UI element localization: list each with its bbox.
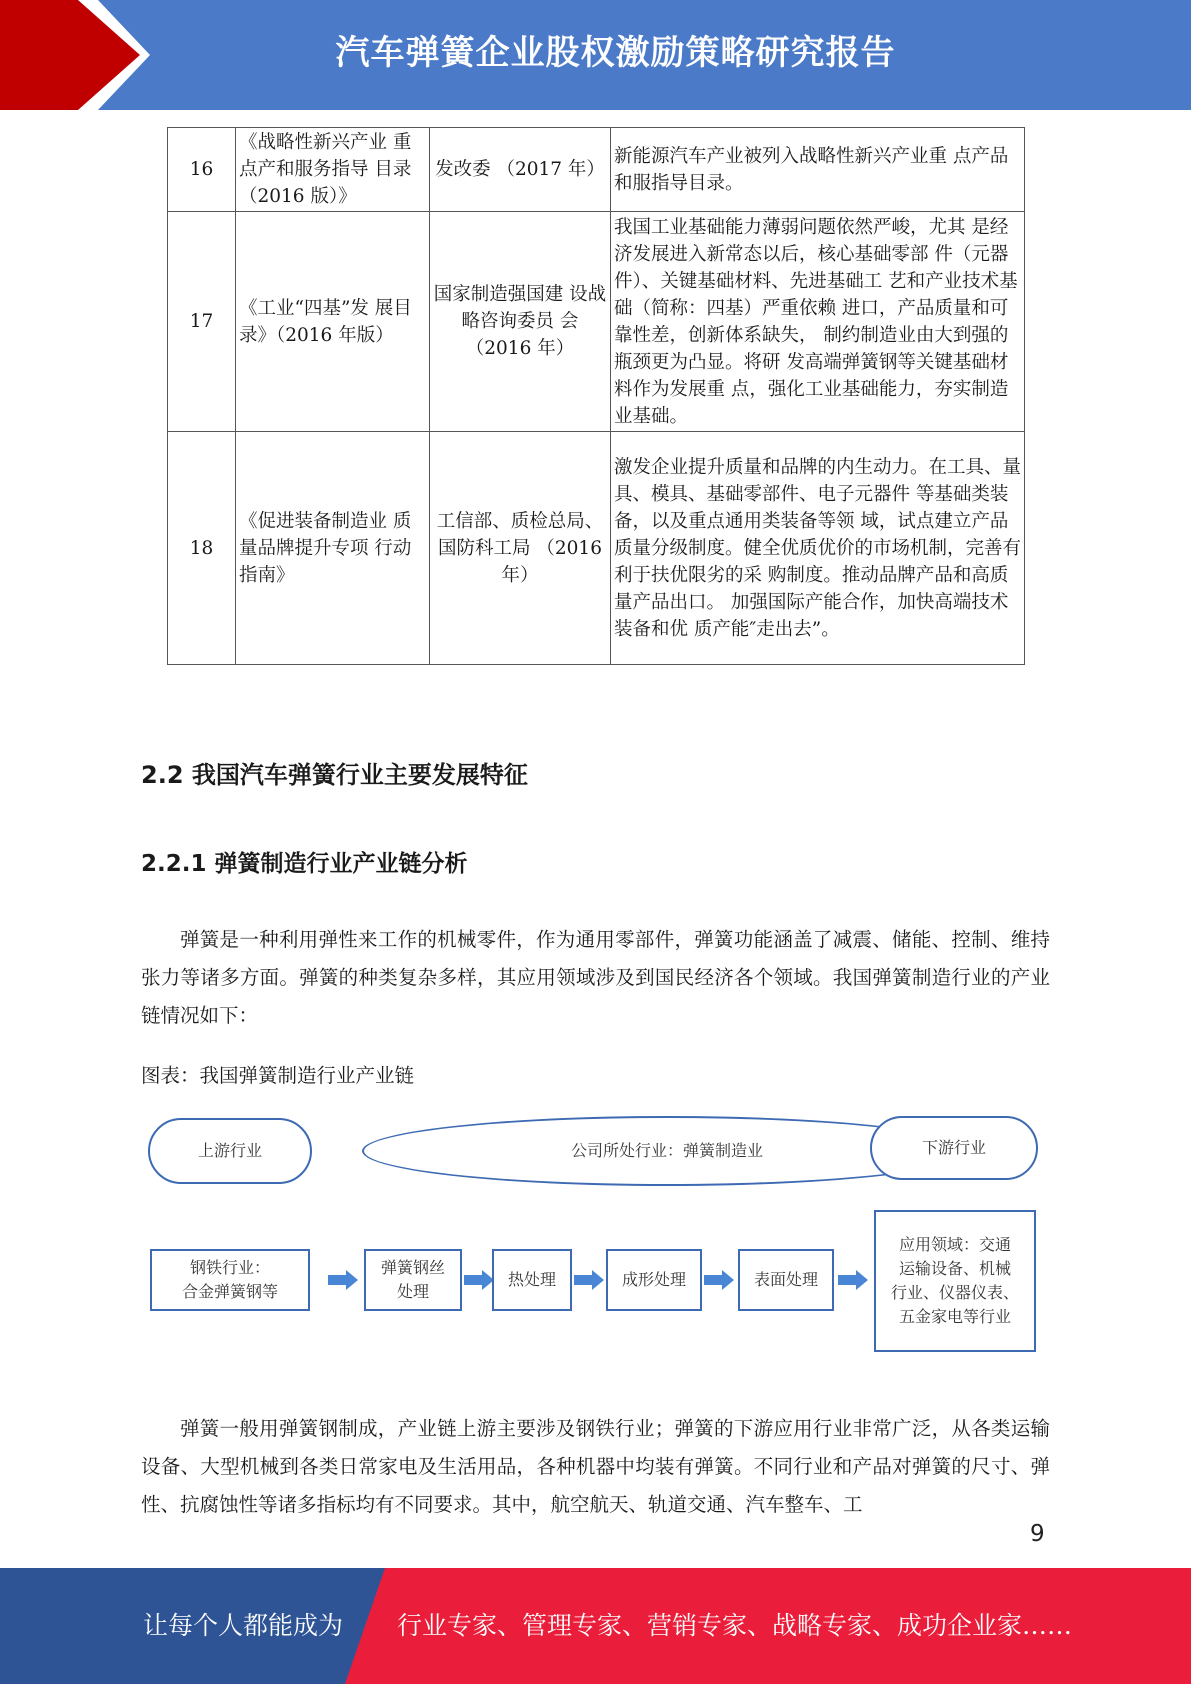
section-heading: 2.2 我国汽车弹簧行业主要发展特征 — [141, 761, 528, 789]
spring-wire-node: 弹簧钢丝 处理 — [364, 1249, 462, 1311]
policy-description: 新能源汽车产业被列入战略性新兴产业重 点产品和服指导目录。 — [611, 128, 1025, 212]
surface-treatment-node: 表面处理 — [738, 1249, 834, 1311]
page-number: 9 — [1030, 1521, 1045, 1547]
arrow-icon — [464, 1270, 494, 1290]
issuing-body: 发改委 （2017 年） — [430, 128, 611, 212]
page-header — [0, 0, 1191, 110]
footer-slogan-right: 行业专家、管理专家、营销专家、战略专家、成功企业家…… — [397, 1611, 1073, 1640]
downstream-node: 下游行业 — [870, 1116, 1038, 1180]
steel-industry-node: 钢铁行业： 合金弹簧钢等 — [150, 1249, 310, 1311]
body-paragraph: 弹簧一般用弹簧钢制成，产业链上游主要涉及钢铁行业；弹簧的下游应用行业非常广泛，从各类运输设备、大型机械到各类日常家电及生活用品，各种机器中均装有弹簧。不同行业和产品对弹簧的尺寸、弹性、抗腐蚀性等诸多指标均有不同要求。其中，航空航天、轨道交通、汽车整车、工 — [141, 1417, 1050, 1516]
heat-treatment-node: 热处理 — [492, 1249, 572, 1311]
arrow-icon — [574, 1270, 604, 1290]
application-field-node: 应用领域：交通 运输设备、机械 行业、仪器仪表、 五金家电等行业 — [874, 1210, 1036, 1352]
policy-description: 我国工业基础能力薄弱问题依然严峻，尤其 是经济发展进入新常态以后，核心基础零部 件（元器件）、关键基础材料、先进基础工 艺和产业技术基础（简称：四基）严重依赖 进口，产品质量和可靠性差，创新体系缺失， 制约制造业由大到强的瓶颈更为凸显。将研 发高端弹簧钢等关键基础材料作为发展重 点，强化工业基础能力，夯实制造业基础。 — [611, 212, 1025, 432]
issuing-body: 国家制造强国建 设战略咨询委员 会（2016 年） — [430, 212, 611, 432]
table-row — [168, 128, 1025, 212]
footer-slogan-left: 让每个人都能成为 — [143, 1611, 344, 1640]
policy-description: 激发企业提升质量和品牌的内生动力。在工具、量具、模具、基础零部件、电子元器件 等基础类装备，以及重点通用类装备等领 域，试点建立产品质量分级制度。健全优质优价的市场机制，完善有利于扶优限劣的采 购制度。推动品牌产品和高质量产品出口。 加强国际产能合作，加快高端技术装备和优 质产能″走出去”。 — [611, 432, 1025, 665]
forming-node: 成形处理 — [606, 1249, 702, 1311]
subsection-heading: 2.2.1 弹簧制造行业产业链分析 — [141, 851, 468, 877]
row-number: 17 — [168, 212, 236, 432]
policy-document: 《促进装备制造业 质量品牌提升专项 行动指南》 — [236, 432, 430, 665]
policy-document: 《工业“四基”发 展目录》（2016 年版） — [236, 212, 430, 432]
body-paragraph: 弹簧是一种利用弹性来工作的机械零件，作为通用零部件，弹簧功能涵盖了减震、储能、控制、维持张力等诸多方面。弹簧的种类复杂多样，其应用领域涉及到国民经济各个领域。我国弹簧制造行业的产业链情况如下： — [141, 928, 1050, 1027]
row-number: 16 — [168, 128, 236, 212]
industry-chain-diagram — [140, 1112, 1052, 1357]
row-number: 18 — [168, 432, 236, 665]
upstream-node: 上游行业 — [148, 1118, 312, 1184]
company-industry-node: 公司所处行业：弹簧制造业 — [362, 1116, 972, 1186]
table-row — [168, 212, 1025, 432]
policy-document: 《战略性新兴产业 重点产和服务指导 目录（2016 版）》 — [236, 128, 430, 212]
arrow-icon — [838, 1270, 868, 1290]
arrow-icon — [328, 1270, 358, 1290]
page-footer — [0, 1568, 1191, 1684]
issuing-body: 工信部、质检总局、国防科工局 （2016 年） — [430, 432, 611, 665]
figure-caption: 图表：我国弹簧制造行业产业链 — [141, 1064, 415, 1087]
arrow-icon — [704, 1270, 734, 1290]
table-row — [168, 432, 1025, 665]
report-title: 汽车弹簧企业股权激励策略研究报告 — [335, 33, 896, 73]
policy-table — [167, 127, 1025, 665]
